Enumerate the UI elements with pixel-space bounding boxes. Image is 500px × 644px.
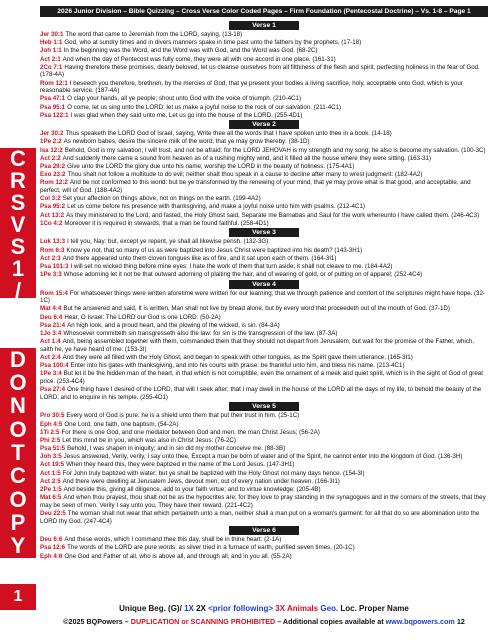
verse-reference: Psa 27:4 bbox=[40, 386, 66, 394]
legend-animals: Animals bbox=[286, 604, 319, 613]
verse-text: Behold, God is my salvation; I will trust, and not be afraid: for the LORD JEHOVAH is my strength and my song; he also is become my salvation. (100-3C) bbox=[64, 146, 486, 154]
verse-line bbox=[40, 478, 488, 486]
verse-text: Whose adorning let it not be that outward adorning of plaiting the hair, and of wearing of gold, or of putting on of apparel; (252-4C4) bbox=[63, 271, 423, 279]
verse-text: For there is one God, and one mediator between God and men, the man Christ Jesus; (56-2A) bbox=[61, 428, 320, 436]
verse-section-header: Verse 2 bbox=[229, 120, 299, 129]
verse-reference: 2Pe 1:5 bbox=[40, 486, 62, 494]
sidebar-letter: O bbox=[9, 369, 27, 395]
copyright: ©2025 BQPowers – bbox=[63, 617, 129, 626]
sidebar-letter: P bbox=[10, 509, 26, 535]
verse-text: Jesus answered, Verily, verily, I say unto thee, Except a man be born of water and of the Spirit, he cannot enter into the kingdom of God. (136-3H) bbox=[63, 453, 463, 461]
verse-line bbox=[40, 247, 488, 255]
verse-reference: Psa 12:6 bbox=[40, 544, 66, 552]
verse-line bbox=[40, 354, 488, 362]
verse-line bbox=[40, 80, 488, 95]
legend-loc: Loc. bbox=[340, 604, 357, 613]
verse-reference: Psa 29:2 bbox=[40, 163, 66, 171]
verse-reference: Mat 6:5 bbox=[40, 494, 62, 502]
page-title: 2026 Junior Division – Bible Quizzing – Cross Verse Color Coded Pages – Firm Foundation (Pentecostal Doctrine) – Vs. 1-8 – Page 1 bbox=[40, 6, 488, 17]
verse-text: When they heard this, they were baptized in the name of the Lord Jesus. (147-3H1) bbox=[66, 461, 295, 469]
verse-reference: Act 1:5 bbox=[40, 469, 61, 477]
verse-text: One Lord, one faith, one baptism, (54-2A) bbox=[64, 420, 179, 428]
legend-geo: Geo. bbox=[320, 604, 339, 613]
verse-reference: Act 2:3 bbox=[40, 254, 61, 262]
verse-reference: Eph 4:5 bbox=[40, 420, 63, 428]
verse-reference: Psa 122:1 bbox=[40, 111, 69, 119]
verse-list bbox=[40, 20, 488, 600]
verse-line bbox=[40, 95, 488, 103]
verse-reference: 2Co 7:1 bbox=[40, 63, 63, 71]
verse-line bbox=[40, 544, 488, 552]
verse-line bbox=[40, 437, 488, 445]
sidebar-letter: C bbox=[10, 463, 26, 489]
verse-reference: Luk 13:3 bbox=[40, 238, 66, 246]
verse-line bbox=[40, 271, 488, 279]
verse-reference: 1Co 4:2 bbox=[40, 219, 63, 227]
verse-reference: Eph 4:6 bbox=[40, 552, 63, 560]
verse-line bbox=[40, 179, 488, 194]
sidebar-top-block bbox=[0, 146, 36, 325]
verse-reference: Heb 1:1 bbox=[40, 39, 63, 47]
verse-reference: Rom 15:4 bbox=[40, 289, 68, 297]
verse-line bbox=[40, 330, 488, 338]
verse-reference: Act 13:2 bbox=[40, 211, 65, 219]
verse-reference: 1Ti 2:5 bbox=[40, 428, 60, 436]
verse-text: And these words, which I command thee this day, shall be in thine heart: (2-1A) bbox=[64, 536, 282, 544]
verse-line bbox=[40, 112, 488, 120]
sidebar-letter: S bbox=[10, 190, 26, 215]
verse-line bbox=[40, 31, 488, 39]
verse-text: Let this mind be in you, which was also in Christ Jesus: (76-2C) bbox=[62, 436, 236, 444]
verse-reference: Rom 12:1 bbox=[40, 79, 68, 87]
sidebar-letter: S bbox=[10, 234, 26, 259]
verse-text: O come, let us sing unto the LORD: let us make a joyful noise to the rock of our salvation. (211-4C1) bbox=[67, 103, 342, 111]
sidebar-letter: O bbox=[9, 416, 27, 442]
verse-line bbox=[40, 39, 488, 47]
verse-text: And when the day of Pentecost was fully come, they were all with one accord in one place. (161-31) bbox=[62, 55, 336, 63]
verse-line bbox=[40, 104, 488, 112]
verse-line bbox=[40, 171, 488, 179]
verse-text: And be not conformed to this world: but be ye transformed by the renewing of your mind, that ye may prove what is that good, and acceptable, and perfect, will of God. (188-4A2) bbox=[40, 179, 471, 194]
footer-page-number: 12 bbox=[456, 617, 465, 626]
verse-text: Whosoever committeth sin transgresseth also the law: for sin is the transgression of the law. (87-3A) bbox=[63, 330, 338, 338]
verse-text: And, being assembled together with them, commanded them that they should not depart from Jerusalem, but wait for the promise of the Father, which, saith he, ye have heard of me. (153-3I) bbox=[40, 338, 474, 353]
verse-reference: 1Pe 3:3 bbox=[40, 271, 62, 279]
verse-line bbox=[40, 453, 488, 461]
sidebar-letter: R bbox=[10, 168, 26, 193]
verse-section-header: Verse 4 bbox=[229, 280, 299, 289]
duplication-warning: DUPLICATION or SCANNING PROHIBITED bbox=[130, 617, 276, 626]
verse-text: But let it be the hidden man of the heart, in that which is not corruptible, even the ornament of a meek and quiet spirit, which is in the sight of God of great price. (253-4C4) bbox=[40, 370, 483, 385]
verse-line bbox=[40, 314, 488, 322]
verse-reference: Act 2:4 bbox=[40, 354, 61, 361]
verse-reference: Isa 12:2 bbox=[40, 146, 63, 154]
verse-text: Let us come before his presence with thanksgiving, and make a joyful noise unto him with psalms. (212-4C1) bbox=[67, 203, 365, 211]
verse-text: Hear, O Israel: The LORD our God is one LORD: (50-2A) bbox=[64, 313, 221, 321]
verse-text: Every word of God is pure: he is a shield unto them that put their trust in him. (25-1C) bbox=[66, 412, 300, 420]
verse-text: The words of the LORD are pure words: as silver tried in a furnace of earth, purified seven times. (20-1C) bbox=[67, 544, 355, 552]
sidebar-letter: C bbox=[10, 146, 26, 171]
legend-unique: Unique Beg. (G)/ bbox=[119, 604, 182, 613]
verse-text: The word that came to Jeremiah from the LORD, saying, (13-18) bbox=[65, 31, 243, 38]
verse-reference: Act 2:5 bbox=[40, 477, 61, 485]
verse-reference: Exo 23:2 bbox=[40, 171, 66, 179]
verse-reference: Psa 47:1 bbox=[40, 95, 66, 103]
verse-text: And there were dwelling at Jerusalem Jews, devout men, out of every nation under heaven. (166-3I1) bbox=[62, 477, 340, 485]
verse-line bbox=[40, 429, 488, 437]
verse-line bbox=[40, 470, 488, 478]
verse-text: Thus speaketh the LORD God of Israel, saying, Write thee all the words that I have spoken unto thee in a book. (14-18) bbox=[65, 130, 392, 138]
verse-line bbox=[40, 56, 488, 64]
verse-reference: Act 1:4 bbox=[40, 338, 61, 346]
verse-reference: Psa 100:4 bbox=[40, 362, 69, 370]
verse-line bbox=[40, 263, 488, 271]
verse-text: One thing have I desired of the LORD, that will I seek after; that I may dwell in the house of the LORD all the days of my life, to behold the beauty of the LORD, and to enquire in his temple. (255-4D1) bbox=[40, 386, 482, 401]
verse-text: One God and Father of all, who is above all, and through all, and in you all. (55-2A) bbox=[64, 552, 292, 560]
verse-text: And beside this, giving all diligence, add to your faith virtue; and to virtue knowledge; (205-4B) bbox=[63, 486, 321, 494]
verse-line bbox=[40, 553, 488, 561]
verse-line bbox=[40, 494, 488, 509]
verse-line bbox=[40, 290, 488, 305]
verse-reference: Act 19:5 bbox=[40, 461, 65, 469]
verse-text: I will set no wicked thing before mine eyes: I hate the work of them that turn aside; it shall not cleave to me. (184-4A2) bbox=[70, 262, 393, 270]
sidebar-letter: 8 bbox=[11, 300, 25, 325]
verse-text: Set your affection on things above, not on things on the earth. (199-4A2) bbox=[62, 195, 261, 203]
verse-text: I beseech you therefore, brethren, by the mercies of God, that ye present your bodies a living sacrifice, holy, acceptable unto God, which is your reasonable service. (187-4A) bbox=[40, 79, 463, 95]
verse-line bbox=[40, 255, 488, 263]
verse-text: In the beginning was the Word, and the Word was with God, and the Word was God. (68-2C) bbox=[63, 47, 318, 55]
verse-line bbox=[40, 362, 488, 370]
verse-text: And they were all filled with the Holy Ghost, and began to speak with other tongues, as the Spirit gave them utterance. (165-3I1) bbox=[62, 354, 413, 361]
verse-text: God, who at sundry times and in divers manners spake in time past unto the fathers by the prophets, (17-18) bbox=[64, 39, 362, 47]
verse-line bbox=[40, 130, 488, 138]
verse-line bbox=[40, 386, 488, 401]
sidebar-letter: T bbox=[11, 439, 25, 465]
verse-reference: Deu 6:6 bbox=[40, 536, 63, 544]
verse-line bbox=[40, 138, 488, 146]
verse-section-header: Verse 3 bbox=[229, 228, 299, 237]
verse-line bbox=[40, 195, 488, 203]
verse-text: I tell you, Nay: but, except ye repent, ye shall all likewise perish. (132-3G) bbox=[67, 238, 269, 246]
verse-reference: Psa 51:5 bbox=[40, 445, 66, 453]
verse-line bbox=[40, 147, 488, 155]
verse-reference: Joh 3:5 bbox=[40, 453, 62, 461]
verse-line bbox=[40, 510, 488, 525]
verse-reference: Pro 30:5 bbox=[40, 412, 65, 420]
verse-section-header: Verse 6 bbox=[229, 526, 299, 535]
verse-reference: 1Pe 2:2 bbox=[40, 138, 62, 146]
verse-reference: Deu 6:4 bbox=[40, 313, 63, 321]
sidebar bbox=[0, 18, 36, 618]
verse-reference: Rom 6:3 bbox=[40, 246, 65, 254]
verse-reference: Act 2:1 bbox=[40, 55, 61, 63]
copyright-line bbox=[40, 617, 488, 626]
verse-text: As newborn babes, desire the sincere milk of the word, that ye may grow thereby: (38-1D) bbox=[63, 138, 310, 146]
verse-text: As they ministered to the Lord, and fasted, the Holy Ghost said, Separate me Barnabas and Saul for the work whereunto I have called them. (246-4C3) bbox=[66, 211, 480, 219]
verse-line bbox=[40, 238, 488, 246]
verse-text: Having therefore these promises, dearly beloved, let us cleanse ourselves from all filthiness of the flesh and spirit, perfecting holiness in the fear of God. (178-4A) bbox=[40, 63, 480, 79]
verse-reference: 1Jo 3:4 bbox=[40, 330, 62, 338]
verse-text: For John truly baptized with water; but ye shall be baptized with the Holy Ghost not many days hence. (154-3I) bbox=[62, 469, 365, 477]
verse-section-header: Verse 5 bbox=[229, 402, 299, 411]
verse-text: Enter into his gates with thanksgiving, and into his courts with praise: be thankful unto him, and bless his name. (213-4C1) bbox=[70, 362, 405, 370]
sidebar-letter: Y bbox=[10, 533, 26, 559]
verse-text: The woman shall not wear that which pertaineth unto a man, neither shall a man put on a woman's garment: for all that do so are abomination unto the LORD thy God. (247-4C4) bbox=[40, 510, 480, 525]
verse-text: O clap your hands, all ye people; shout unto God with the voice of triumph. (210-4C1) bbox=[67, 95, 302, 103]
verse-reference: Psa 95:2 bbox=[40, 203, 66, 211]
verse-reference: Phi 2:5 bbox=[40, 436, 61, 444]
verse-reference: Deu 22:5 bbox=[40, 510, 66, 517]
verse-reference: Act 2:2 bbox=[40, 154, 61, 162]
verse-line bbox=[40, 220, 488, 228]
verse-text: Moreover it is required in stewards, that a man be found faithful. (258-4D1) bbox=[64, 219, 269, 227]
verse-line bbox=[40, 412, 488, 420]
verse-text: And when thou prayest, thou shalt not be as the hypocrites are: for they love to pray standing in the synagogues and in the corners of the streets, that they may be seen of men. Verily I say unto you, They have their reward. (221-4C2) bbox=[40, 494, 486, 509]
verse-line bbox=[40, 486, 488, 494]
verse-line bbox=[40, 421, 488, 429]
sidebar-letter: D bbox=[10, 346, 26, 372]
verse-text: An high look, and a proud heart, and the plowing of the wicked, is sin. (84-3A) bbox=[67, 321, 280, 329]
website-link[interactable]: www.bqpowers.com bbox=[385, 617, 455, 626]
verse-text: Know ye not, that so many of us as were baptized into Jesus Christ were baptized into his death? (143-3H1) bbox=[66, 246, 363, 254]
verse-reference: Psa 95:1 bbox=[40, 103, 66, 111]
verse-section-header: Verse 1 bbox=[229, 21, 299, 30]
verse-line bbox=[40, 305, 488, 313]
verse-line bbox=[40, 445, 488, 453]
verse-line bbox=[40, 536, 488, 544]
legend-1x: 1X bbox=[184, 604, 194, 613]
verse-line bbox=[40, 163, 488, 171]
verse-text: But he answered and said, It is written, Man shall not live by bread alone, but by every word that proceedeth out of the mouth of God. (37-1D) bbox=[63, 305, 450, 313]
sidebar-page-number: 1 bbox=[0, 584, 36, 610]
verse-reference: Jer 30:1 bbox=[40, 31, 64, 38]
verse-reference: Psa 21:4 bbox=[40, 321, 66, 329]
verse-reference: Jer 30:2 bbox=[40, 130, 64, 138]
sidebar-letter: V bbox=[10, 212, 26, 237]
verse-line bbox=[40, 155, 488, 163]
verse-reference: Psa 101:3 bbox=[40, 262, 69, 270]
legend-3x: 3X bbox=[275, 604, 286, 613]
verse-reference: 1Pe 3:4 bbox=[40, 370, 62, 378]
legend-line bbox=[40, 604, 488, 613]
verse-text: Behold, I was shapen in iniquity; and in sin did my mother conceive me. (88-3B) bbox=[67, 445, 286, 453]
verse-line bbox=[40, 370, 488, 385]
sidebar-letter: O bbox=[9, 486, 27, 512]
verse-line bbox=[40, 64, 488, 79]
verse-text: And there appeared unto them cloven tongues like as of fire, and it sat upon each of them. (164-3I1) bbox=[62, 254, 337, 262]
verse-line bbox=[40, 322, 488, 330]
sidebar-letter: / bbox=[14, 278, 22, 303]
verse-text: For whatsoever things were written aforetime were written for our learning, that we through patience and comfort of the scriptures might have hope. (32-1C) bbox=[40, 289, 485, 305]
legend-prior: <prior following> bbox=[208, 604, 274, 613]
verse-line bbox=[40, 461, 488, 469]
verse-text: Thou shalt not follow a multitude to do evil; neither shalt thou speak in a cause to decline after many to wrest judgment: (182-4A2) bbox=[67, 171, 423, 179]
verse-reference: Col 3:2 bbox=[40, 195, 61, 203]
verse-line bbox=[40, 47, 488, 55]
verse-line bbox=[40, 338, 488, 353]
additional-copies: – Additional copies available at bbox=[277, 617, 384, 626]
legend-proper: Proper Name bbox=[359, 604, 409, 613]
sidebar-letter: N bbox=[10, 393, 26, 419]
verse-text: Give unto the LORD the glory due unto his name; worship the LORD in the beauty of holiness. (175-4A1) bbox=[67, 163, 355, 171]
verse-reference: Mat 4:4 bbox=[40, 305, 62, 313]
verse-reference: Joh 1:1 bbox=[40, 47, 62, 55]
sidebar-bottom-block bbox=[0, 348, 36, 558]
sidebar-letter: 1 bbox=[11, 256, 25, 281]
legend-2x: 2X bbox=[196, 604, 206, 613]
verse-text: I was glad when they said unto me, Let us go into the house of the LORD. (255-4D1) bbox=[70, 111, 303, 119]
verse-text: And suddenly there came a sound from heaven as of a rushing mighty wind, and it filled all the house where they were sitting. (163-31) bbox=[62, 154, 432, 162]
verse-reference: Rom 12:2 bbox=[40, 179, 68, 187]
verse-line bbox=[40, 212, 488, 220]
verse-line bbox=[40, 203, 488, 211]
